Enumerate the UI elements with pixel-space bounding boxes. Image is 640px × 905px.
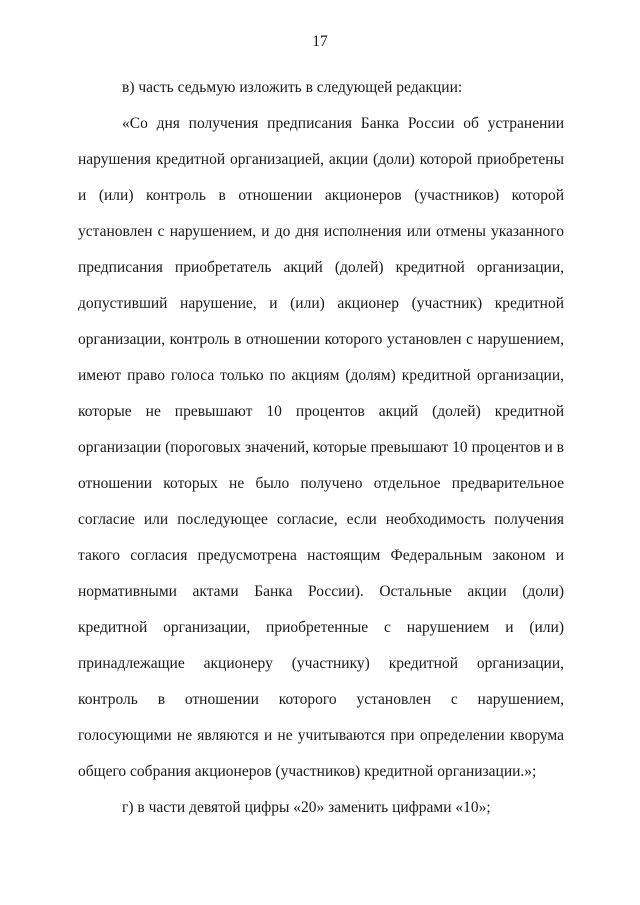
paragraph-item-v: в) часть седьмую изложить в следующей редакции: [122, 79, 463, 96]
page-number: 17 [312, 33, 328, 50]
document-body [78, 70, 564, 826]
paragraph-quoted-amendment: «Со дня получения предписания Банка России об устранении нарушения кредитной организацией, акции (доли) которой приобретены и (или) контроль в отношении акционеров (участников) которой установлен с нарушением, и до дня исполнения или отмены указанного предписания приобретатель акций (долей) кредитной организации, допустивший нарушение, и (или) акционер (участник) кредитной организации, контроль в отношении которого установлен с нарушением, имеют право голоса только по акциям (долям) кредитной организации, которые не превышают 10 процентов акций (долей) кредитной организации (пороговых значений, которые превышают 10 процентов и в отношении которых не было получено отдельное предварительное согласие или последующее согласие, если необходимость получения такого согласия предусмотрена настоящим Федеральным законом и нормативными актами Банка России). Остальные акции (доли) кредитной организации, приобретенные с нарушением и (или) принадлежащие акционеру (участнику) кредитной организации, контроль в отношении которого установлен с нарушением, голосующими не являются и не учитываются при определении кворума общего собрания акционеров (участников) кредитной организации.»; [78, 115, 564, 780]
paragraph-item-g: г) в части девятой цифры «20» заменить цифрами «10»; [122, 799, 491, 816]
